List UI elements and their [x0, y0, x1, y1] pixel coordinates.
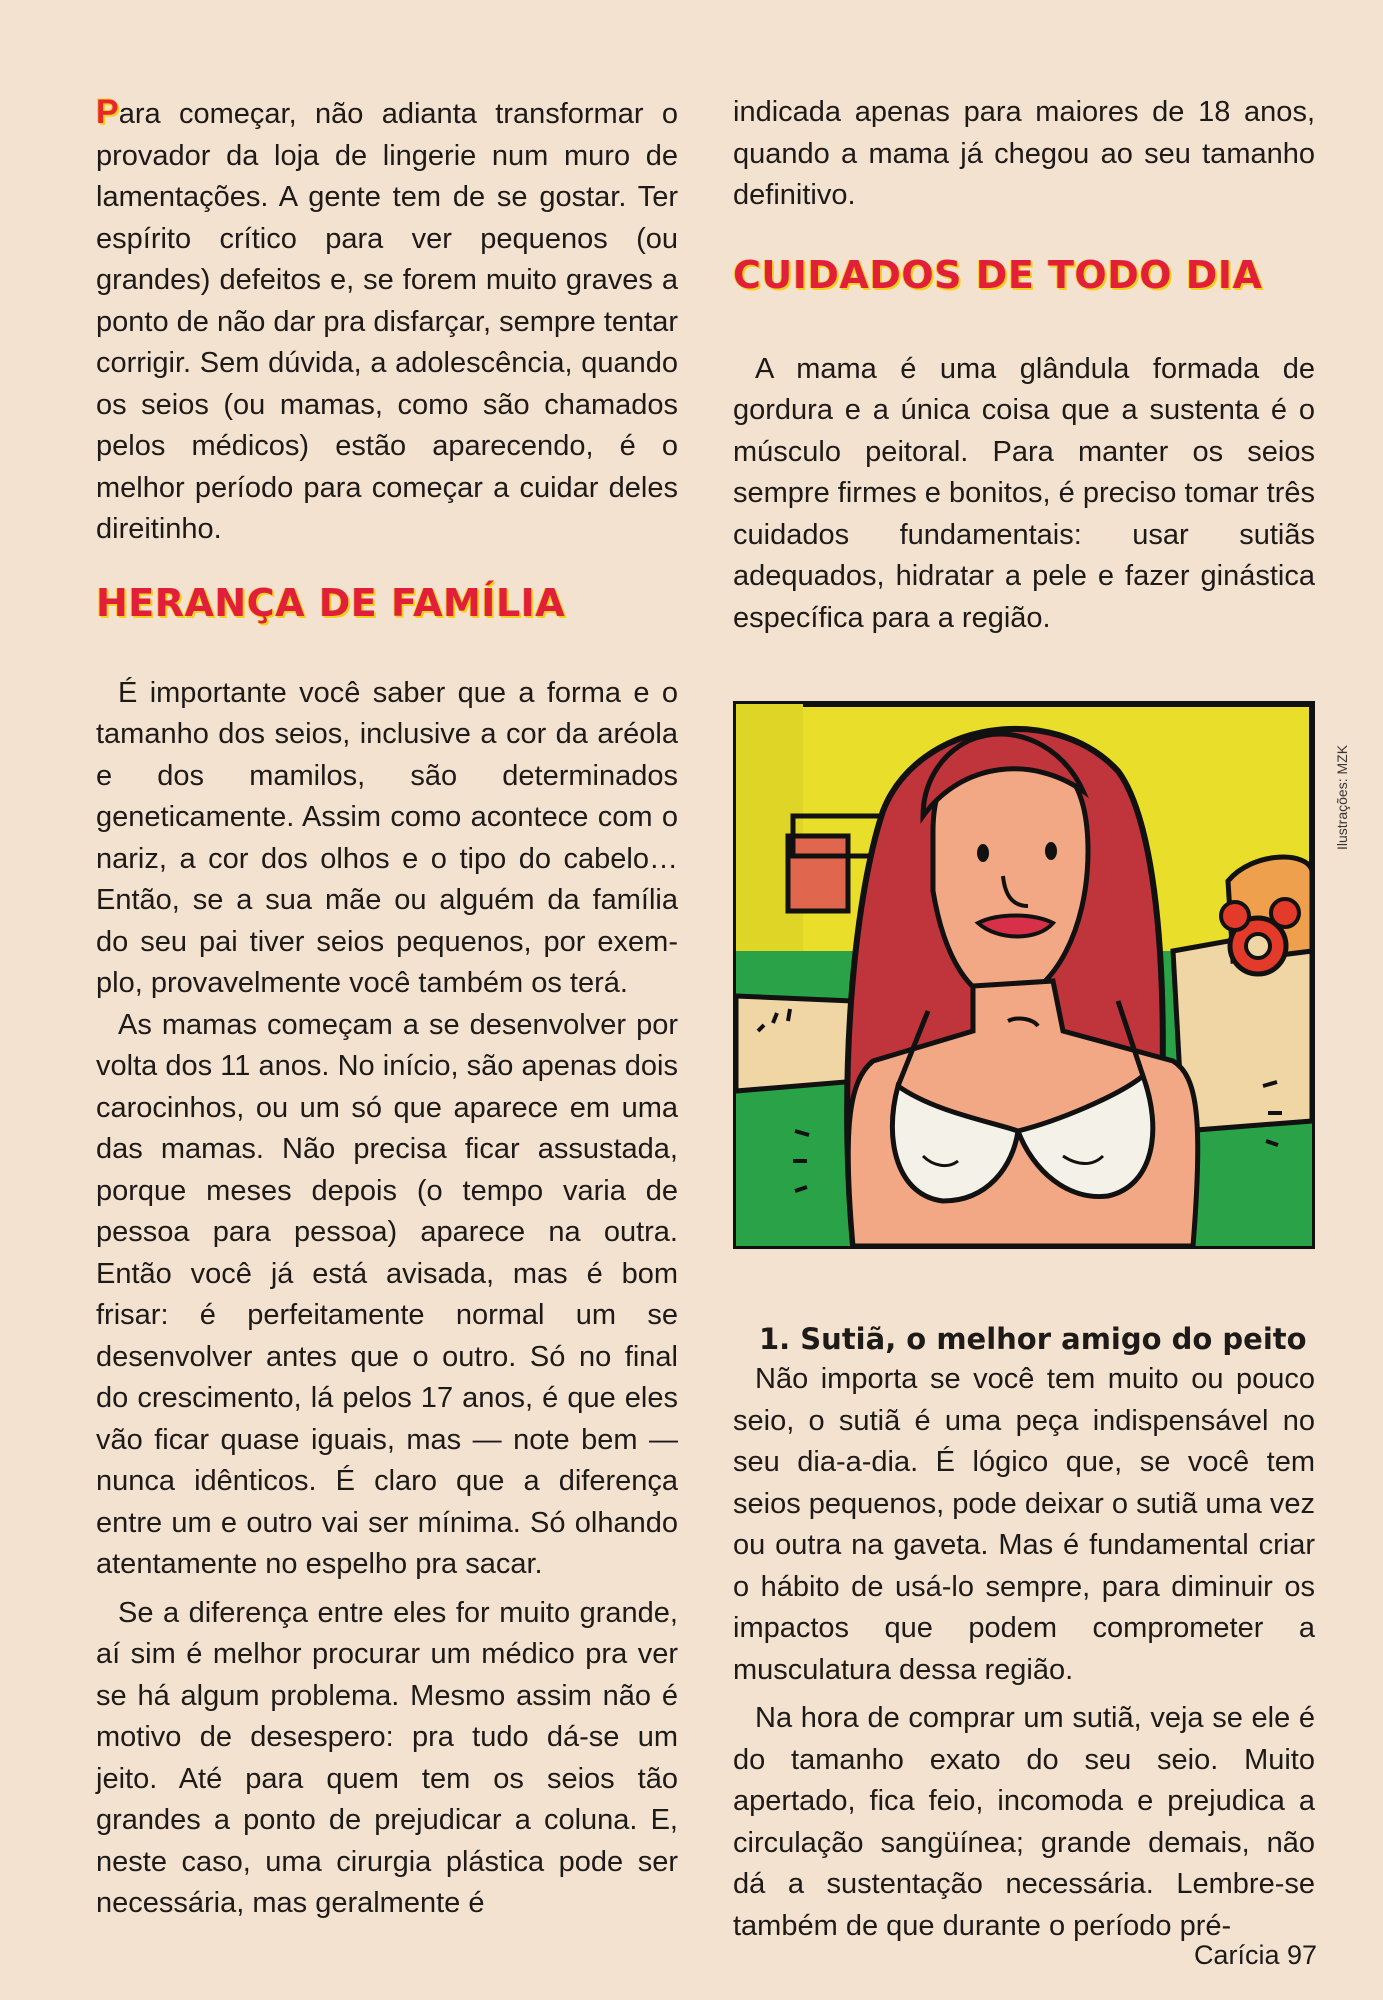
- page-folio: Carícia 97: [1193, 1940, 1317, 1970]
- subheading-sutia: 1. Sutiã, o melhor amigo do peito: [759, 1322, 1307, 1356]
- continuation-paragraph: indicada apenas para maiores de 18 anos, quando a mama já chegou ao seu tamanho definitivo.: [733, 96, 1315, 211]
- heading-cuidados-de-todo-dia: CUIDADOS DE TODO DIA: [733, 252, 1263, 297]
- intro-text: ara começar, não adianta transformar o provador da loja de lingerie num muro de lamentações. A gente tem de se gostar. Ter espírito crítico para ver pequenos (ou grandes) defeitos e, se forem muito graves a ponto de não dar pra disfarçar, sempre tentar corrigir. Sem dúvida, a adolescência, quando os seios (ou mamas, como são chamados pelos médicos) estão aparecendo, é o melhor período para começar a cuidar deles direitinho.: [96, 98, 678, 545]
- intro-paragraph: [96, 92, 678, 551]
- illustration-drawing: [733, 701, 1315, 1249]
- cuidados-paragraph-1: A mama é uma glândula formada de gordura e a única coisa que a sustenta é o músculo peitoral. Para manter os seios sempre firmes e bonitos, é preciso tomar três cuidados fundamentais: usar sutiãs adequados, hidratar a pele e fazer ginástica específica para a região.: [733, 352, 1315, 634]
- left-column: [96, 92, 678, 1925]
- sutia-paragraph-1: Não importa se você tem muito ou pouco seio, o sutiã é uma peça indispensável no seu dia-a-dia. É lógico que, se você tem seios pequenos, pode deixar o sutiã uma vez ou outra na gaveta. Mas é fundamental criar o hábito de usá-lo sempre, para diminuir os impactos que podem comprometer a musculatura dessa região.: [733, 1363, 1315, 1686]
- illustration-girl-in-bra: [733, 701, 1315, 1249]
- illustration-credit: Ilustrações: MZK: [1334, 744, 1350, 850]
- heading-heranca-de-familia: HERANÇA DE FAMÍLIA: [96, 580, 566, 625]
- right-column: [733, 92, 1315, 1947]
- heranca-paragraph-3: Se a diferença entre eles for muito grande, aí sim é melhor procurar um médico pra ver se há algum problema. Mesmo assim não é motivo de desespero: pra tudo dá-se um jeito. Até para quem tem os seios tão grandes a ponto de prejudicar a coluna. E, neste caso, uma cirurgia plástica pode ser necessária, mas geralmente é: [96, 1596, 678, 1919]
- sutia-paragraph-2: Na hora de comprar um sutiã, veja se ele é do tamanho exato do seu seio. Muito apertado, fica feio, incomoda e prejudica a circulação sangüínea; grande demais, não dá a sustentação necessária. Lembre-se também de que durante o período pré-: [733, 1702, 1315, 1942]
- heranca-paragraph-2: As mamas começam a se desenvolver por volta dos 11 anos. No início, são apenas dois carocinhos, ou um só que aparece em uma das mamas. Não precisa ficar assustada, porque meses depois (o tempo varia de pessoa para pessoa) aparece na outra. Então você já está avisada, mas é bom frisar: é perfeitamente normal um se desenvolver antes que o outro. Só no final do crescimento, lá pelos 17 anos, é que eles vão ficar quase iguais, mas — note bem — nunca idênticos. É claro que a diferença entre um e outro vai ser mínima. Só olhando atentamente no espelho pra sacar.: [96, 1008, 678, 1580]
- drop-cap: P: [96, 93, 119, 131]
- heranca-paragraph-1: É importante você saber que a forma e o tamanho dos seios, inclusive a cor da aréola e dos mamilos, são determinados geneticamente. Assim como acontece com o nariz, a cor dos olhos e o tipo do cabelo… Então, se a sua mãe ou alguém da família do seu pai tiver seios pequenos, por exemplo, provavelmente você também os terá.: [96, 676, 678, 999]
